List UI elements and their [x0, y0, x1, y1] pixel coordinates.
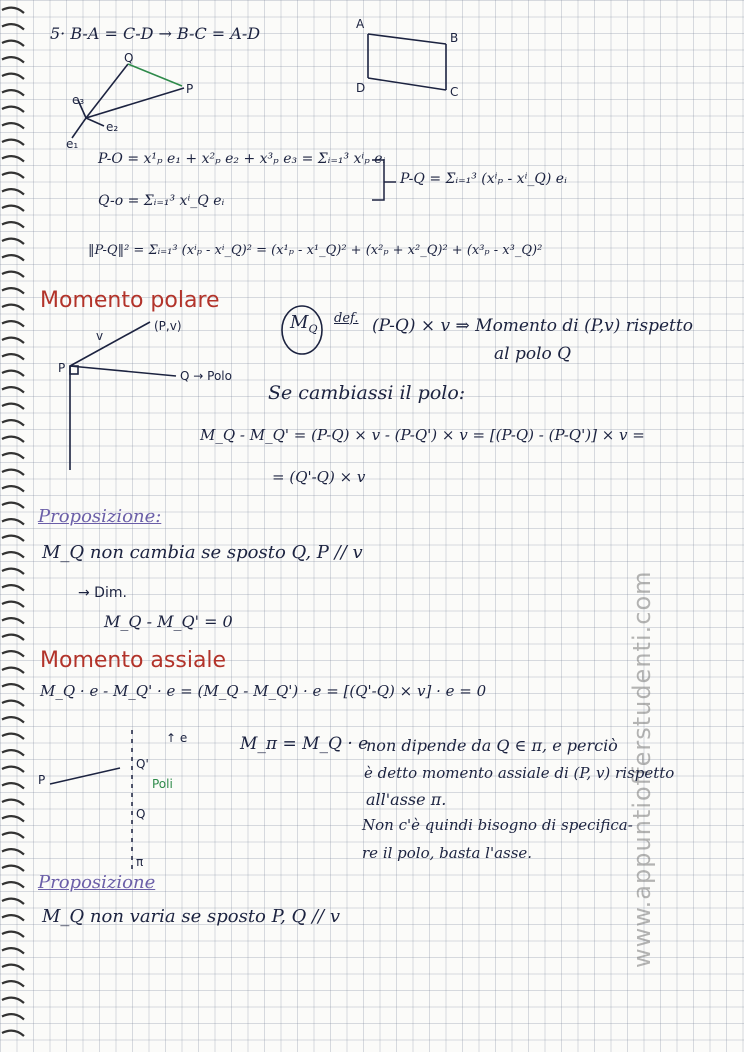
- fig-label-c: C: [450, 85, 459, 99]
- assiale-def-5: re il polo, basta l'asse.: [362, 844, 533, 862]
- eq-cambio-1: M_Q - M_Q' = (P-Q) × v - (P-Q') × v = [(P-Q) - (P-Q')] × v =: [200, 426, 645, 444]
- prop1-title: Proposizione:: [38, 506, 162, 527]
- def-symbol: $M_Q$: [290, 312, 318, 336]
- prop1-dim: → Dim.: [78, 585, 127, 601]
- assiale-def-1: non dipende da Q ∈ π, e perciò: [366, 736, 618, 755]
- momento-polare-title: Momento polare: [40, 288, 220, 313]
- fig-label-p2: P: [58, 361, 66, 375]
- eq-q-minus-o: Q-o = Σᵢ₌₁³ xⁱ_Q eᵢ: [98, 193, 225, 209]
- momento-assiale-title: Momento assiale: [40, 648, 227, 673]
- eq-p-minus-q: P-Q = Σᵢ₌₁³ (xⁱₚ - xⁱ_Q) eᵢ: [400, 171, 567, 187]
- fig-label-e3: e₃: [72, 93, 85, 107]
- assiale-def-3: all'asse π.: [366, 790, 447, 809]
- prop1-dim-eq: M_Q - M_Q' = 0: [104, 612, 233, 631]
- assiale-def-eq: M_π = M_Q · e: [240, 734, 369, 754]
- prop2-text: M_Q non varia se sposto P, Q // v: [42, 906, 341, 927]
- fig-label-poli: Poli: [152, 777, 173, 791]
- momento-polare-figure: [70, 322, 176, 470]
- fig-label-a: A: [356, 17, 365, 31]
- def-text: (P-Q) × v ⇒ Momento di (P,v) rispetto: [372, 316, 693, 336]
- fig-label-d: D: [356, 81, 366, 95]
- fig-label-e1: e₁: [66, 137, 79, 151]
- fig-label-p: P: [186, 82, 194, 96]
- assiale-def-4: Non c'è quindi bisogno di specifica-: [362, 816, 633, 834]
- fig-label-e2: e₂: [106, 120, 119, 134]
- fig-label-q: Q: [124, 51, 134, 65]
- fig-label-q2: Q: [136, 807, 146, 821]
- fig-label-pv: (P,v): [154, 319, 182, 333]
- assiale-def-2: è detto momento assiale di (P, v) rispetto: [364, 764, 675, 782]
- prop2-title: Proposizione: [38, 872, 156, 893]
- eq-p-minus-o: P-O = x¹ₚ e₁ + x²ₚ e₂ + x³ₚ e₃ = Σᵢ₌₁³ xⁱₚ eᵢ: [98, 151, 386, 167]
- point-5-text: 5· B-A = C-D → B-C = A-D: [50, 24, 261, 43]
- def-tag: def.: [334, 311, 359, 326]
- fig-label-b: B: [450, 31, 459, 45]
- fig-label-pi: π: [136, 855, 144, 869]
- fig-label-q1: Q': [136, 757, 149, 771]
- fig-label-e: ↑ e: [166, 731, 188, 745]
- momento-assiale-figure: [50, 730, 132, 870]
- def-text-2: al polo Q: [494, 344, 572, 364]
- fig-label-v: v: [96, 329, 104, 343]
- cambio-polo-text: Se cambiassi il polo:: [268, 382, 466, 404]
- eq-cambio-2: = (Q'-Q) × v: [272, 468, 366, 486]
- fig-label-p3: P: [38, 773, 46, 787]
- parallelogram-figure: [368, 34, 446, 90]
- eq-norm: ‖P-Q‖² = Σᵢ₌₁³ (xⁱₚ - xⁱ_Q)² = (x¹ₚ - x¹_Q)² + (x²ₚ + x²_Q)² + (x³ₚ - x³_Q)²: [88, 243, 543, 258]
- fig-label-q-polo: Q → Polo: [180, 369, 232, 383]
- vector-triangle-figure: [72, 64, 184, 138]
- prop1-text: M_Q non cambia se sposto Q, P // v: [42, 542, 363, 563]
- assiale-eq: M_Q · e - M_Q' · e = (M_Q - M_Q') · e = [(Q'-Q) × v] · e = 0: [40, 682, 487, 700]
- watermark: www.appuntiofferstudenti.com: [628, 570, 656, 968]
